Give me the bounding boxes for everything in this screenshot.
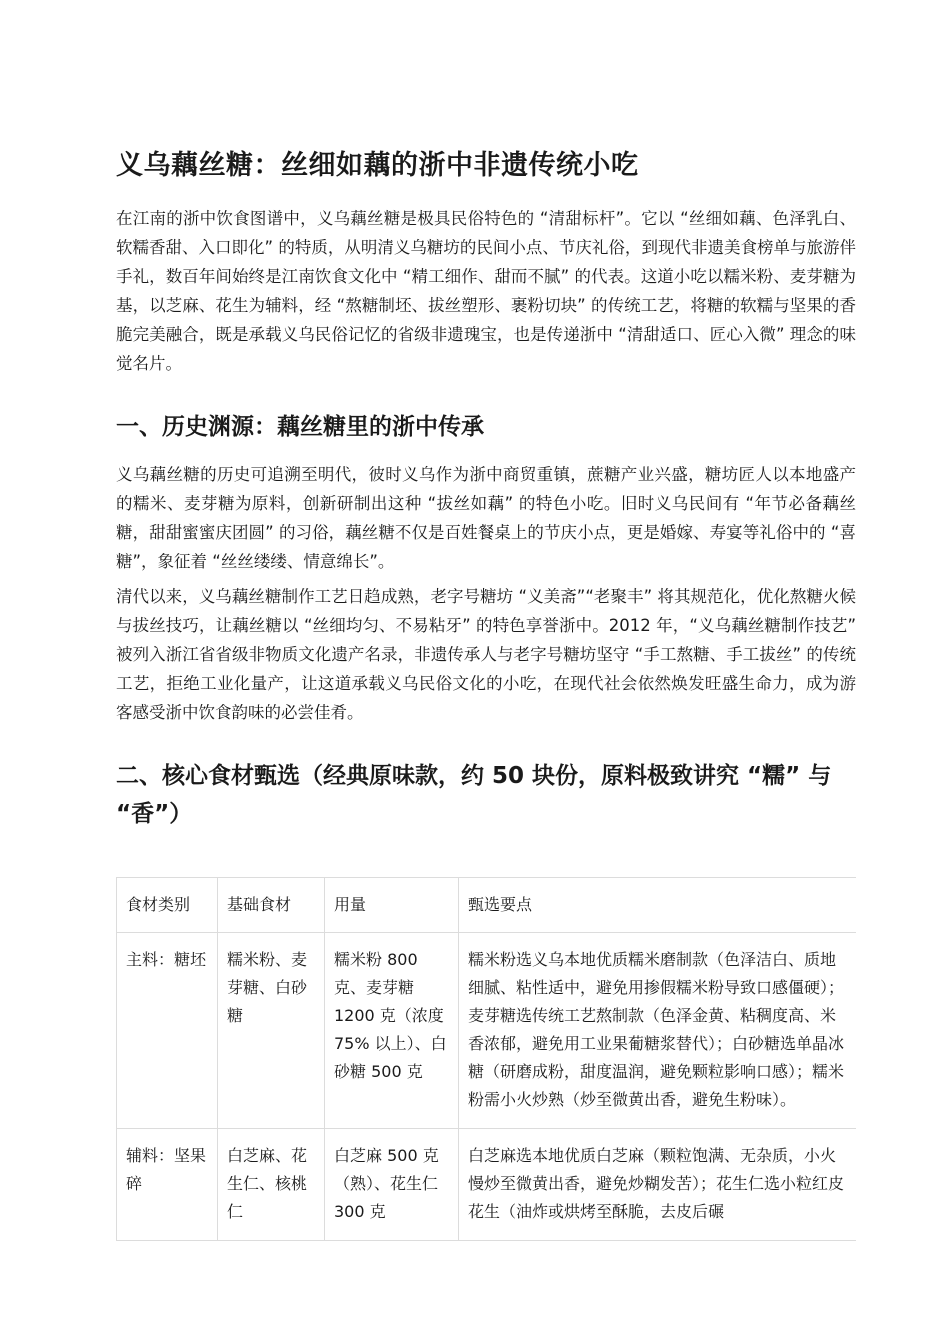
table-header-row <box>117 878 857 933</box>
table-cell: 糯米粉 800 克、麦芽糖 1200 克（浓度 75% 以上）、白砂糖 500 克 <box>325 933 459 1129</box>
table-cell: 糯米粉、麦芽糖、白砂糖 <box>218 933 325 1129</box>
section1-heading: 一、历史渊源：藕丝糖里的浙中传承 <box>116 414 484 440</box>
table-cell: 白芝麻选本地优质白芝麻（颗粒饱满、无杂质，小火慢炒至微黄出香，避免炒糊发苦）；花生仁选小粒红皮花生（油炸或烘烤至酥脆，去皮后碾 <box>459 1129 857 1241</box>
table-header-cell: 甄选要点 <box>459 878 857 933</box>
ingredients-table <box>116 877 856 1241</box>
table-row <box>117 933 857 1129</box>
document-title: 义乌藕丝糖：丝细如藕的浙中非遗传统小吃 <box>116 150 639 181</box>
document-page <box>116 148 856 1253</box>
table-cell: 糯米粉选义乌本地优质糯米磨制款（色泽洁白、质地细腻、粘性适中，避免用掺假糯米粉导致口感僵硬）；麦芽糖选传统工艺熬制款（色泽金黄、粘稠度高、米香浓郁，避免用工业果葡糖浆替代）；白砂糖选单晶冰糖（研磨成粉，甜度温润，避免颗粒影响口感）；糯米粉需小火炒熟（炒至微黄出香，避免生粉味）。 <box>459 933 857 1129</box>
table-row <box>117 1129 857 1241</box>
section1-paragraph-2: 清代以来，义乌藕丝糖制作工艺日趋成熟，老字号糖坊 “义美斋”“老聚丰” 将其规范化，优化熬糖火候与拔丝技巧，让藕丝糖以 “丝细均匀、不易粘牙” 的特色享誉浙中。2012 年，“义乌藕丝糖制作技艺” 被列入浙江省省级非物质文化遗产名录，非遗传承人与老字号糖坊坚守 “手工熬糖、手工拔丝” 的传统工艺，拒绝工业化量产，让这道承载义乌民俗文化的小吃，在现代社会依然焕发旺盛生命力，成为游客感受浙中饮食韵味的必尝佳肴。 <box>116 587 856 722</box>
table-cell: 白芝麻、花生仁、核桃仁 <box>218 1129 325 1241</box>
table-cell: 主料：糖坯 <box>117 933 218 1129</box>
table-header-cell: 基础食材 <box>218 878 325 933</box>
section1-paragraph-1: 义乌藕丝糖的历史可追溯至明代，彼时义乌作为浙中商贸重镇，蔗糖产业兴盛，糖坊匠人以本地盛产的糯米、麦芽糖为原料，创新研制出这种 “拔丝如藕” 的特色小吃。旧时义乌民间有 “年节必备藕丝糖，甜甜蜜蜜庆团圆” 的习俗，藕丝糖不仅是百姓餐桌上的节庆小点，更是婚嫁、寿宴等礼俗中的 “喜糖”，象征着 “丝丝缕缕、情意绵长”。 <box>116 465 856 571</box>
table-cell: 白芝麻 500 克（熟）、花生仁 300 克 <box>325 1129 459 1241</box>
intro-paragraph: 在江南的浙中饮食图谱中，义乌藕丝糖是极具民俗特色的 “清甜标杆”。它以 “丝细如藕、色泽乳白、软糯香甜、入口即化” 的特质，从明清义乌糖坊的民间小点、节庆礼俗，到现代非遗美食榜单与旅游伴手礼，数百年间始终是江南饮食文化中 “精工细作、甜而不腻” 的代表。这道小吃以糯米粉、麦芽糖为基，以芝麻、花生为辅料，经 “熬糖制坯、拔丝塑形、裹粉切块” 的传统工艺，将糖的软糯与坚果的香脆完美融合，既是承载义乌民俗记忆的省级非遗瑰宝，也是传递浙中 “清甜适口、匠心入微” 理念的味觉名片。 <box>116 209 856 373</box>
section2-heading: 二、核心食材甄选（经典原味款，约 50 块份，原料极致讲究 “糯” 与 “香”） <box>116 763 832 827</box>
table-header-cell: 用量 <box>325 878 459 933</box>
table-header-cell: 食材类别 <box>117 878 218 933</box>
ingredients-table-wrap <box>116 877 856 1253</box>
table-cell: 辅料：坚果碎 <box>117 1129 218 1241</box>
